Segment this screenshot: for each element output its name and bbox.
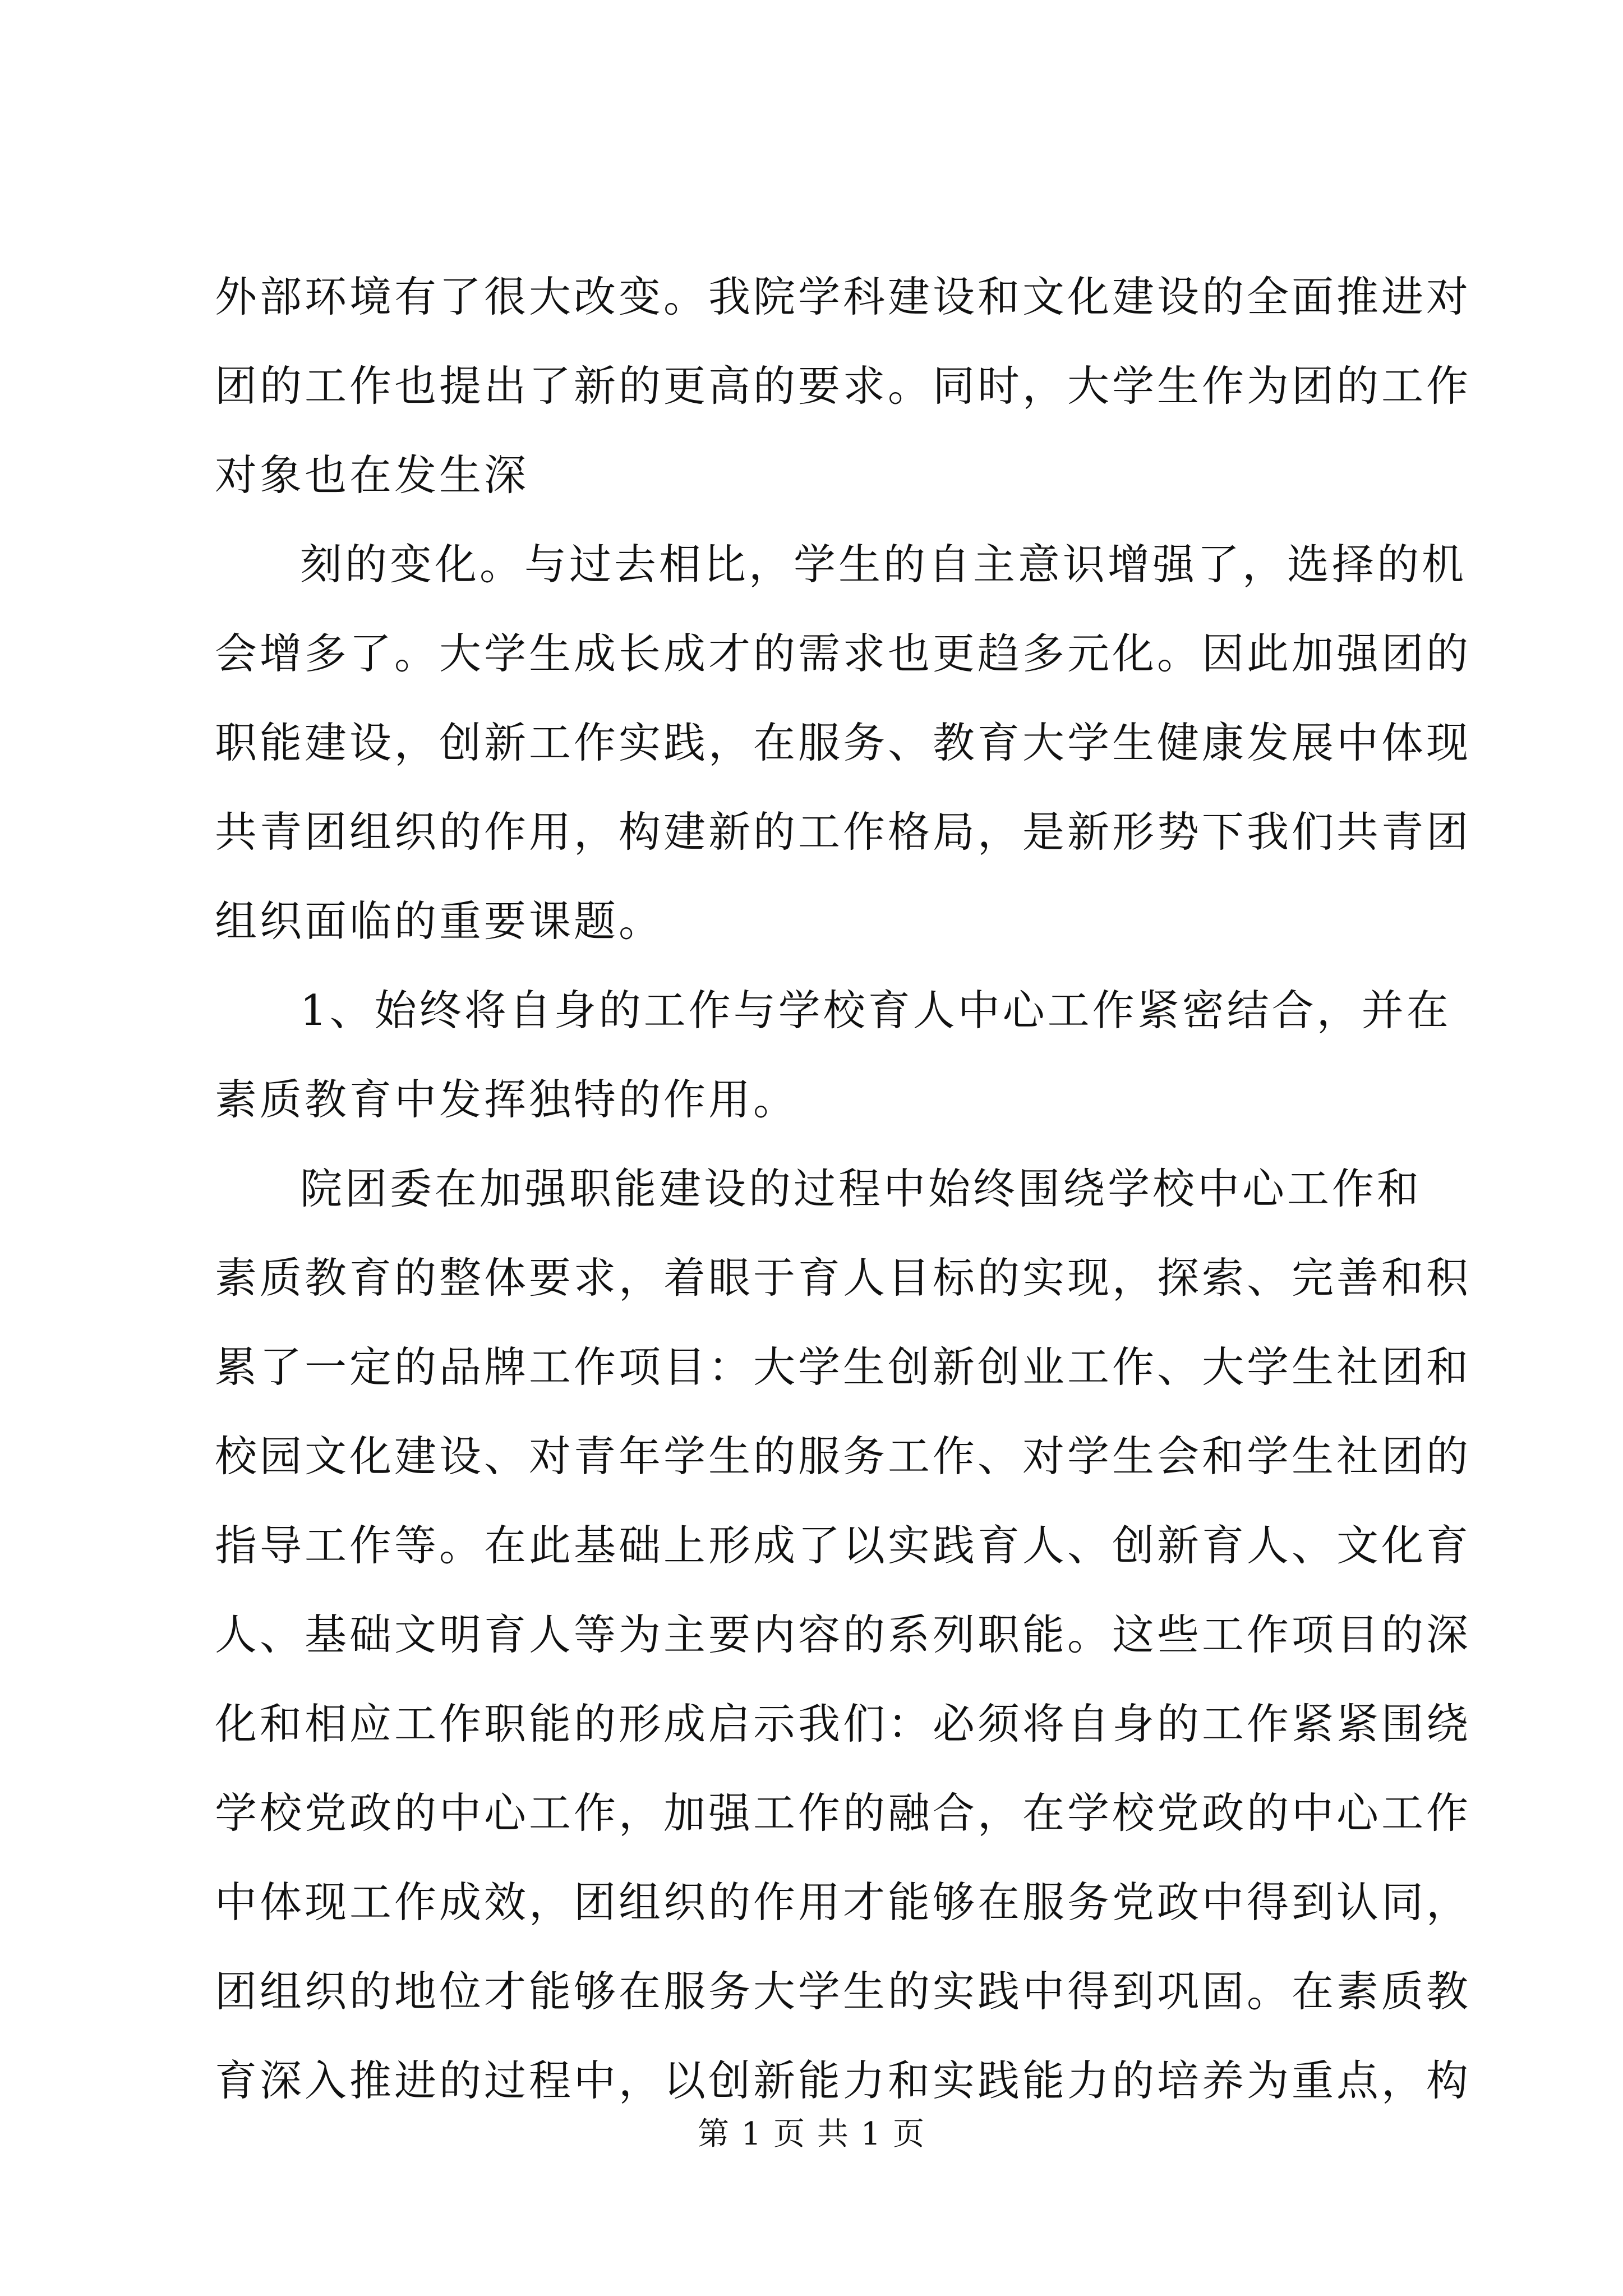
- text-line: 化和相应工作职能的形成启示我们：必须将自身的工作紧紧围绕: [215, 1699, 1472, 1749]
- page-number-label: 第 1 页 共 1 页: [697, 2116, 926, 2152]
- text-line: 累了一定的品牌工作项目：大学生创新创业工作、大学生社团和: [215, 1342, 1472, 1392]
- text-line: 组织面临的重要课题。: [215, 896, 664, 946]
- text-line: 人、基础文明育人等为主要内容的系列职能。这些工作项目的深: [215, 1610, 1472, 1659]
- paragraph-first-line: 院团委在加强职能建设的过程中始终围绕学校中心工作和: [300, 1164, 1422, 1213]
- section-heading-line: 1、始终将自身的工作与学校育人中心工作紧密结合，并在: [300, 986, 1451, 1035]
- paragraph-first-line: 刻的变化。与过去相比，学生的自主意识增强了，选择的机: [300, 540, 1467, 589]
- text-line: 学校党政的中心工作，加强工作的融合，在学校党政的中心工作: [215, 1788, 1472, 1838]
- text-line: 职能建设，创新工作实践，在服务、教育大学生健康发展中体现: [215, 718, 1472, 767]
- text-line: 外部环境有了很大改变。我院学科建设和文化建设的全面推进对: [215, 272, 1472, 321]
- text-line: 团的工作也提出了新的更高的要求。同时，大学生作为团的工作: [215, 361, 1472, 411]
- text-line: 素质教育中发挥独特的作用。: [215, 1075, 799, 1124]
- document-body: [215, 252, 1472, 2125]
- text-line: 育深入推进的过程中，以创新能力和实践能力的培养为重点，构: [215, 2056, 1472, 2105]
- text-line: 对象也在发生深: [215, 450, 529, 500]
- text-line: 中体现工作成效，团组织的作用才能够在服务党政中得到认同，: [215, 1878, 1472, 1927]
- text-line: 校园文化建设、对青年学生的服务工作、对学生会和学生社团的: [215, 1432, 1472, 1481]
- text-line: 素质教育的整体要求，着眼于育人目标的实现，探索、完善和积: [215, 1253, 1472, 1303]
- text-line: 共青团组织的作用，构建新的工作格局，是新形势下我们共青团: [215, 807, 1472, 857]
- page-footer: [0, 2109, 1623, 2154]
- text-line: 会增多了。大学生成长成才的需求也更趋多元化。因此加强团的: [215, 629, 1472, 678]
- text-line: 指导工作等。在此基础上形成了以实践育人、创新育人、文化育: [215, 1521, 1472, 1570]
- text-line: 团组织的地位才能够在服务大学生的实践中得到巩固。在素质教: [215, 1967, 1472, 2016]
